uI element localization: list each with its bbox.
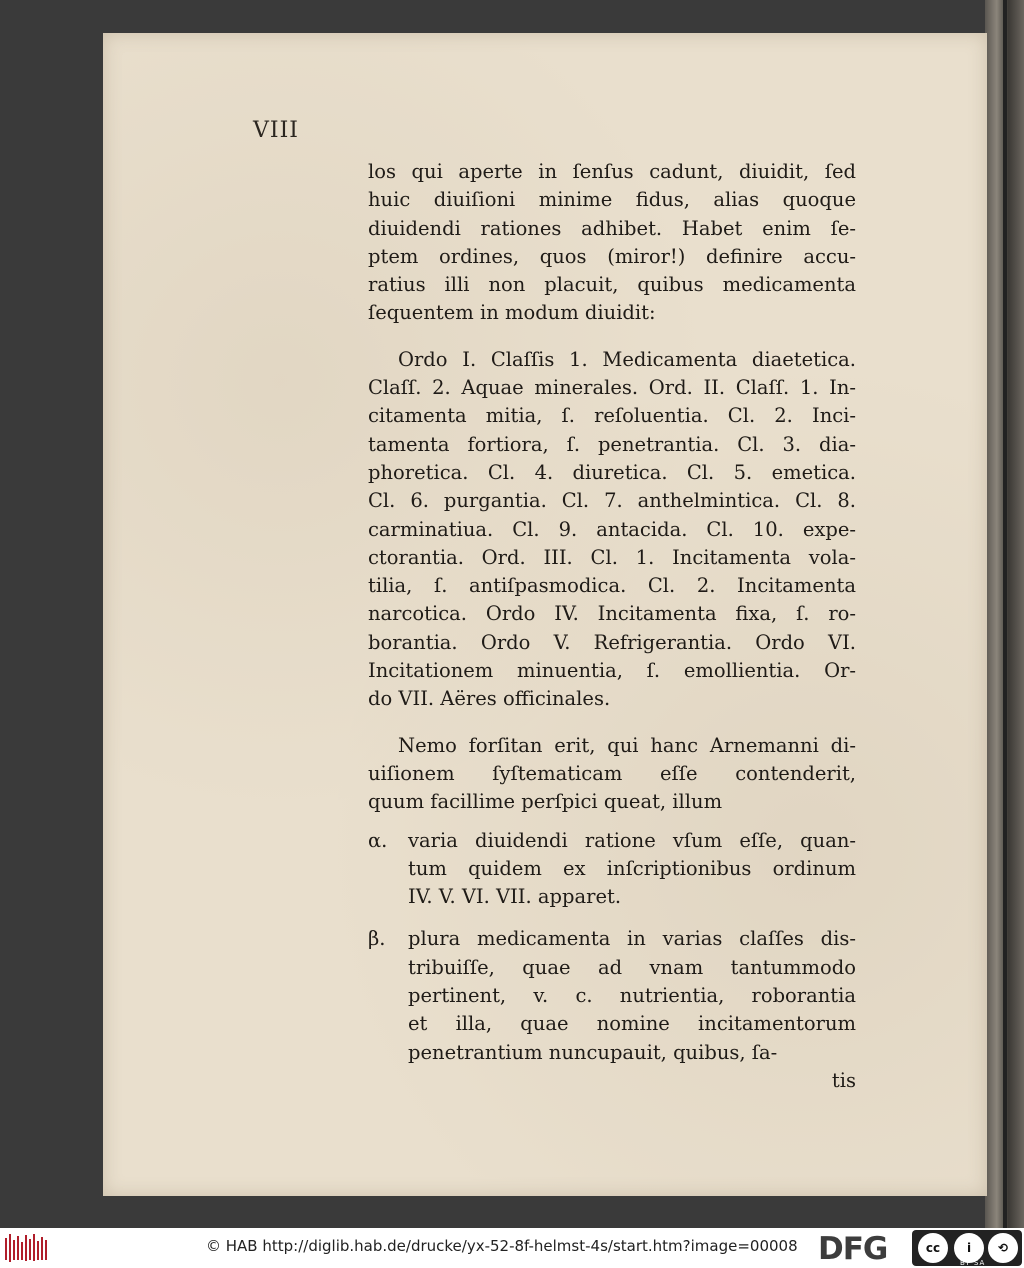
text-line: huic diuiſioni minime fidus, alias quoque: [368, 188, 856, 212]
text-line: borantia. Ordo V. Refrigerantia. Ordo VI.: [368, 630, 856, 654]
enumerated-list: [368, 827, 856, 1067]
text-line: penetrantium nuncupauit, quibus, ſa-: [408, 1040, 778, 1064]
cc-icon: cc: [918, 1233, 948, 1263]
text-line: carminatiua. Cl. 9. antacida. Cl. 10. expe-: [368, 517, 856, 541]
text-line: et illa, quae nomine incitamentorum: [408, 1012, 856, 1036]
text-line: Nemo forſitan erit, qui hanc Arnemanni di-: [398, 733, 856, 757]
text-line: uiſionem ſyſtematicam eſſe contenderit,: [368, 761, 856, 785]
list-item: [368, 827, 856, 912]
catchword: tis: [831, 1068, 856, 1092]
text-line: pertinent, v. c. nutrientia, roborantia: [408, 984, 856, 1008]
text-line: do VII. Aëres officinales.: [368, 687, 611, 711]
paragraph-3: [368, 732, 856, 817]
book-gutter: [1003, 0, 1007, 1228]
text-line: citamenta mitia, ſ. reſoluentia. Cl. 2. Inci-: [368, 404, 856, 428]
text-line: los qui aperte in ſenſus cadunt, diuidit, ſed: [368, 160, 856, 183]
copyright-link[interactable]: © HAB http://diglib.hab.de/drucke/yx-52-8f-helmst-4s/start.htm?image=00008: [206, 1237, 798, 1255]
text-line: Incitationem minuentia, ſ. emollientia. Or-: [368, 659, 856, 683]
page-number: VIII: [253, 118, 299, 143]
text-line: ſequentem in modum diuidit:: [368, 301, 656, 325]
text-line: tilia, ſ. antiſpasmodica. Cl. 2. Incitamenta: [368, 574, 856, 598]
text-line: diuidendi rationes adhibet. Habet enim ſe-: [368, 216, 856, 240]
text-line: quum facillime perſpici queat, illum: [368, 790, 723, 814]
text-line: Claſſ. 2. Aquae minerales. Ord. II. Claſſ. 1. In-: [368, 376, 856, 400]
text-line: tamenta fortiora, ſ. penetrantia. Cl. 3. dia-: [368, 432, 856, 456]
attribution-icon: i: [954, 1233, 984, 1263]
cc-license-badge[interactable]: [912, 1230, 1022, 1266]
paragraph-2: [368, 346, 856, 714]
text-line: Ordo I. Claſſis 1. Medicamenta diaetetica.: [398, 347, 856, 371]
text-line: ptem ordines, quos (miror!) definire accu-: [368, 244, 856, 268]
text-line: IV. V. VI. VII. apparet.: [408, 885, 622, 909]
hab-logo-icon: [4, 1232, 48, 1264]
text-line: tum quidem ex inſcriptionibus ordinum: [408, 856, 856, 880]
text-line: phoretica. Cl. 4. diuretica. Cl. 5. emetica.: [368, 460, 856, 484]
viewer-footer: [0, 1228, 1024, 1268]
text-line: ratius illi non placuit, quibus medicamenta: [368, 273, 856, 297]
text-line: tribuiſſe, quae ad vnam tantummodo: [408, 955, 856, 979]
list-marker: α.: [368, 828, 388, 852]
text-line: narcotica. Ordo IV. Incitamenta fixa, ſ. ro-: [368, 602, 856, 626]
list-item: [368, 925, 856, 1066]
text-line: Cl. 6. purgantia. Cl. 7. anthelmintica. Cl. 8.: [368, 489, 856, 513]
share-alike-icon: ⟲: [988, 1233, 1018, 1263]
dfg-logo: DFG: [818, 1231, 888, 1267]
text-line: varia diuidendi ratione vſum eſſe, quan-: [408, 828, 856, 852]
text-line: ctorantia. Ord. III. Cl. 1. Incitamenta vola-: [368, 545, 856, 569]
cc-license-label: BY SA: [960, 1259, 986, 1267]
paragraph-1: [368, 158, 856, 328]
list-marker: β.: [368, 927, 386, 951]
page-text: [368, 158, 856, 1095]
text-line: plura medicamenta in varias claſſes dis-: [408, 927, 856, 951]
